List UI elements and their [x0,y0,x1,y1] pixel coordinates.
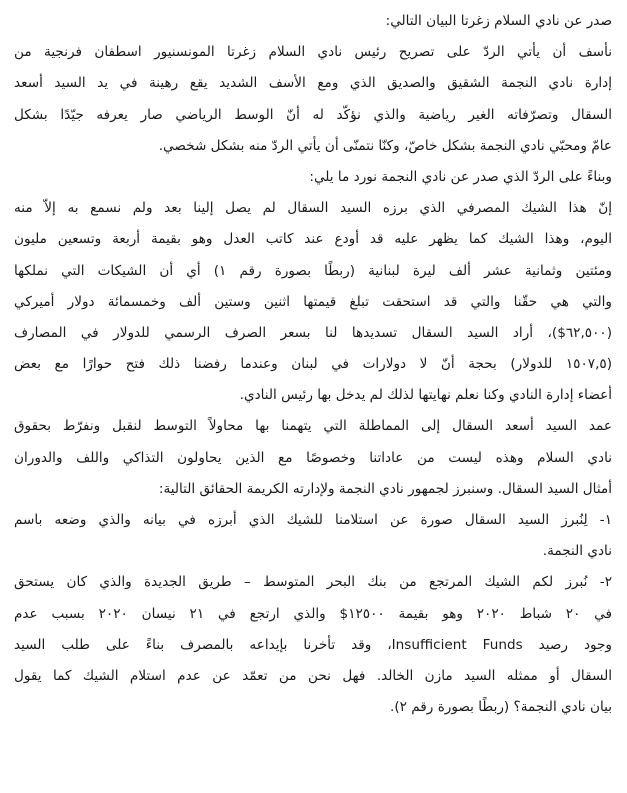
statement-heading: صدر عن نادي السلام زغرتا البيان التالي: [385,13,612,29]
text-line: عمد السيد أسعد السقال إلى المماطلة التي يتهمنا بها محاولاً التوسط لنقبل ونفرّط بحقوق [14,418,612,435]
text-line: إنّ هذا الشيك المصرفي الذي برزه السيد السقال لم يصل إلينا بعد ولم نسمع به إلاّ منه [14,200,612,217]
text-line: ومئتين وثمانية عشر ألف ليرة لبنانية (ربطًا بصورة رقم ١) أي أن الشيكات التي نملكها [14,262,612,279]
text-line: (٦٢,٥٠٠$)، أراد السيد السقال تسديدها لنا بسعر الصرف الرسمي للدولار في المصارف [14,324,612,341]
numbered-item-line: في ٢٠ شباط ٢٠٢٠ وهو بقيمة ١٢٥٠٠$ والذي ارتجع في ٢١ نيسان ٢٠٢٠ بسبب عدم [14,605,612,622]
numbered-item-line: وجود رصيد Insufficient Funds، وقد تأخرنا بإيداعه بالمصرف بناءً على طلب السيد [14,636,612,653]
text-line: أمثال السيد السقال. وسنبرز لجمهور نادي النجمة ولإدارته الكريمة الحقائق التالية: [158,480,612,497]
numbered-item-line: السقال أو ممثله السيد مازن الخالد. فهل نحن من تعمّد عن عدم استلام الشيك كما يقول [14,667,612,684]
statement-document [14,6,612,787]
text-line: عامّ ومحبّي نادي النجمة بشكل خاصّ، وكنّا نتمنّى أن يأتي الردّ منه بشكل شخصي. [158,137,612,154]
text-line: والتي هي حقّنا والتي قد استحقت تبلغ قيمتها اثنين وستين ألف وخمسمائة دولار أميركي [14,293,612,310]
numbered-item-line: بيان نادي النجمة؟ (ربطًا بصورة رقم ٢). [390,699,612,716]
numbered-item-line: ٢- نُبرز لكم الشيك المرتجع من بنك البحر المتوسط – طريق الجديدة والذي كان يستحق [14,574,612,591]
text-line: السقال وتصرّفاته الغير رياضية والذي نؤكّد له أنّ الوسط الرياضي صار يعرفه جيّدًا بشكل [14,106,612,123]
numbered-item-line: ١- لِنُبرز السيد السقال صورة عن استلامنا للشيك الذي أبرزه في بيانه والذي وضعه باسم [14,512,612,528]
numbered-item-line: نادي النجمة. [542,543,612,560]
text-line: أعضاء إدارة النادي وكنا نعلم نهايتها لذلك لم يدخل بها رئيس النادي. [239,387,612,404]
text-line: نأسف أن يأتي الردّ على تصريح رئيس نادي السلام زغرتا المونسنيور اسطفان فرنجية من [14,44,612,61]
text-line: اليوم، وهذا الشيك كما يظهر عليه قد أودع عند كاتب العدل وهو بقيمة أربعة وتسعين مليون [14,231,612,248]
section-intro-line: وبناءً على الردّ الذي صدر عن نادي النجمة نورد ما يلي: [309,168,612,185]
text-line: إدارة نادي النجمة الشقيق والصديق الذي ومع الأسف الشديد يقع رهينة في يد السيد أسعد [14,75,612,92]
text-line: نادي السلام وهذه ليست من عاداتنا وخصوصًا مع الذين يحاولون التذاكي واللف والدوران [14,449,612,466]
text-line: (١٥٠٧,٥ للدولار) بحجة أنّ لا دولارات في لبنان وعندما رفضنا ذلك فتح حوارًا مع بعض [14,356,612,373]
